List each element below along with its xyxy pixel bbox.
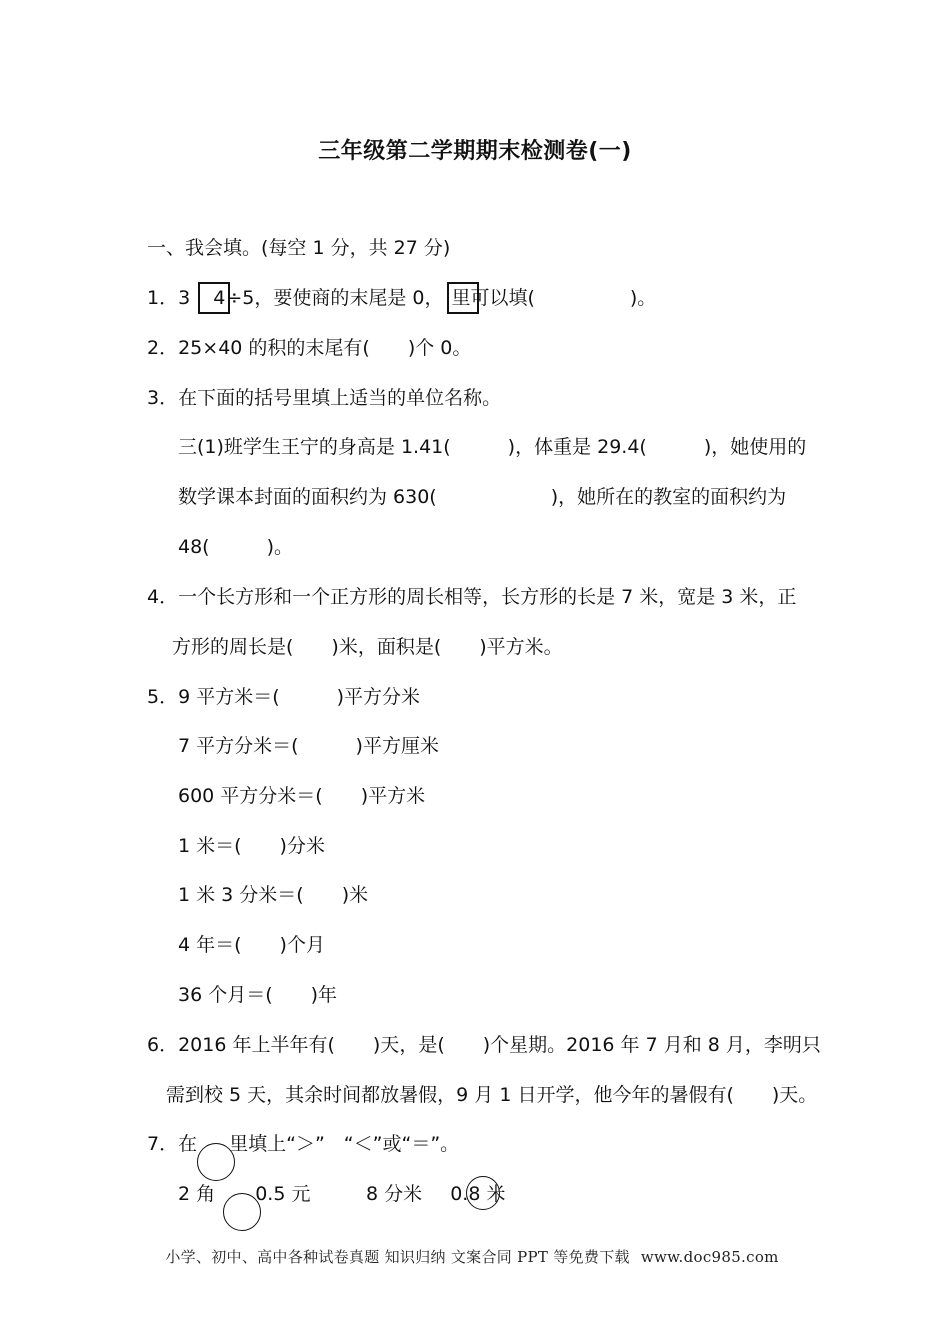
circle-icon[interactable] [466,1176,500,1210]
question-5 [147,684,420,710]
compare-right: 0.8 米 [450,1183,506,1205]
question-number: 1． [147,287,179,309]
q1-text-post: 可以填( )。 [470,287,657,309]
q1-boxed-digit [202,285,226,311]
compare-right-wrap [450,1181,505,1207]
q5-item: 1 米＝( )分米 [178,835,325,857]
question-text: 2016 年上半年有( )天，是( )个星期。2016 年 7 月和 8 月，李明只 [178,1034,821,1056]
question-text: 一个长方形和一个正方形的周长相等，长方形的长是 7 米，宽是 3 米，正 [178,586,797,608]
compare-right: 0.5 元 [255,1183,311,1205]
square-box-icon [447,282,479,314]
question-number: 6． [147,1034,179,1056]
question-number: 2． [147,337,179,359]
question-number: 7． [147,1133,179,1155]
boxed-char: 里 [451,287,471,309]
boxed-digit: 4 [213,287,226,309]
question-4 [147,584,796,610]
q7-text-post: 里填上“＞” “＜”或“＝”。 [229,1133,460,1155]
q5-item: 7 平方分米＝( )平方厘米 [178,735,439,757]
question-2 [147,335,471,361]
question-text: 25×40 的积的末尾有( )个 0。 [178,337,472,359]
question-number: 3． [147,387,179,409]
question-7 [147,1131,459,1157]
q3-line-2: 数学课本封面的面积约为 630( )，她所在的教室的面积约为 [178,486,787,508]
q5-item: 4 年＝( )个月 [178,934,325,956]
q1-text-mid: ÷5，要使商的末尾是 0， [226,287,444,309]
q5-item: 36 个月＝( )年 [178,984,338,1006]
q3-line-3: 48( )。 [178,536,294,558]
q1-boxed-char [451,285,470,311]
q3-line-1: 三(1)班学生王宁的身高是 1.41( )，体重是 29.4( )，她使用的 [178,436,807,458]
footer-text: 小学、初中、高中各种试卷真题 知识归纳 文案合同 PPT 等免费下载 [165,1248,630,1266]
q7-text-pre: 在 [178,1133,198,1155]
footer-link[interactable]: www.doc985.com [640,1248,779,1266]
circle-icon [223,1193,261,1231]
section-heading: 一、我会填。(每空 1 分，共 27 分) [147,237,451,259]
q5-item: 1 米 3 分米＝( )米 [178,884,369,906]
footer [0,1246,950,1267]
question-text: 9 平方米＝( )平方分米 [178,686,421,708]
q7-compare-row [366,1181,505,1207]
q7-compare-row [178,1181,310,1207]
question-3 [147,385,501,411]
page-title: 三年级第二学期期末检测卷(一) [318,139,632,164]
compare-left: 8 分米 [366,1183,423,1205]
q1-text-pre: 3 [178,287,191,309]
question-6 [147,1032,821,1058]
question-number: 4． [147,586,179,608]
compare-left: 2 角 [178,1183,216,1205]
q4-line-2: 方形的周长是( )米，面积是( )平方米。 [172,636,563,658]
circle-icon [197,1143,235,1181]
question-text: 在下面的括号里填上适当的单位名称。 [178,387,502,409]
question-1 [147,285,656,311]
q6-line-2: 需到校 5 天，其余时间都放暑假，9 月 1 日开学，他今年的暑假有( )天。 [166,1084,818,1106]
q5-item: 600 平方分米＝( )平方米 [178,785,426,807]
question-number: 5． [147,686,179,708]
